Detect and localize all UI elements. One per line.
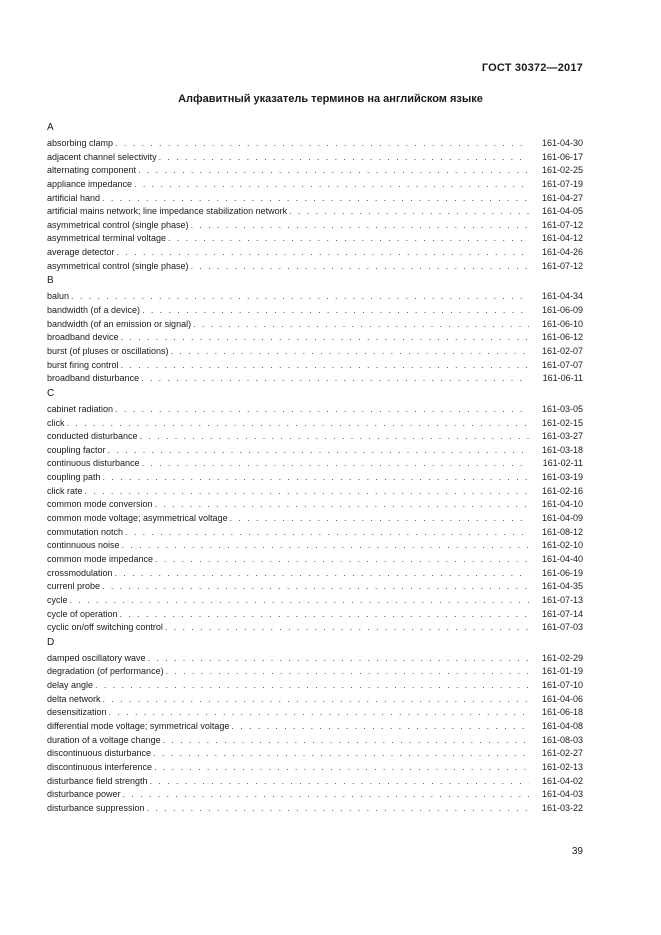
index-entry: [47, 232, 583, 246]
entry-term: artificial mains network; line impedance stabilization network: [47, 206, 288, 217]
index-section-b: [47, 274, 583, 385]
index-section-a: [47, 121, 583, 273]
index-section-c: [47, 387, 583, 635]
entry-term: adjacent channel selectivity: [47, 151, 157, 162]
index-entry: [47, 580, 583, 594]
entry-term: differential mode voltage; symmetrical voltage: [47, 720, 230, 731]
page-number: 39: [571, 846, 583, 857]
entry-term: bandwidth (of an emission or signal): [47, 318, 192, 329]
index-entry: [47, 192, 583, 206]
dot-leader: [230, 512, 529, 526]
entry-term: broadband device: [47, 332, 119, 343]
index-entry: [47, 512, 583, 526]
dot-leader: [95, 679, 529, 693]
entry-code: 161-06-17: [541, 151, 583, 162]
entry-code: 161-03-18: [541, 444, 583, 455]
index-entry: [47, 526, 583, 540]
dot-leader: [168, 232, 529, 246]
entry-term: common mode voltage; asymmetrical voltage: [47, 513, 228, 524]
entry-code: 161-04-10: [541, 499, 583, 510]
index-entry: [47, 260, 583, 274]
index-entry: [47, 608, 583, 622]
dot-leader: [71, 290, 529, 304]
standard-header: ГОСТ 30372—2017: [481, 62, 583, 74]
index-entry: [47, 137, 583, 151]
entry-term: disturbance field strength: [47, 775, 148, 786]
index-entry: [47, 331, 583, 345]
entry-term: asymmetrical control (single phase): [47, 260, 189, 271]
entry-code: 161-04-26: [541, 247, 583, 258]
entry-term: click: [47, 417, 65, 428]
entry-code: 161-02-29: [541, 652, 583, 663]
dot-leader: [148, 652, 529, 666]
index-entry: [47, 621, 583, 635]
index-entry: [47, 553, 583, 567]
dot-leader: [191, 219, 529, 233]
entry-code: 161-02-11: [542, 458, 583, 469]
entry-term: delay angle: [47, 680, 94, 691]
page-title: Алфавитный указатель терминов на английском языке: [178, 93, 483, 105]
entry-term: disturbance power: [47, 789, 121, 800]
entry-code: 161-04-06: [541, 693, 583, 704]
dot-leader: [109, 706, 529, 720]
index-entry: [47, 457, 583, 471]
index-entry: [47, 652, 583, 666]
entry-term: artificial hand: [47, 192, 101, 203]
entry-term: burst firing control: [47, 359, 119, 370]
dot-leader: [115, 137, 529, 151]
dot-leader: [121, 359, 529, 373]
entry-code: 161-04-12: [541, 233, 583, 244]
entry-term: cabinet radiation: [47, 403, 114, 414]
entry-term: coupling factor: [47, 444, 106, 455]
entry-code: 161-02-15: [541, 417, 583, 428]
index-entry: [47, 359, 583, 373]
dot-leader: [120, 608, 529, 622]
dot-leader: [125, 526, 529, 540]
dot-leader: [147, 802, 529, 816]
entry-term: absorbing clamp: [47, 138, 114, 148]
entry-code: 161-06-19: [541, 567, 583, 578]
index-entry: [47, 304, 583, 318]
entry-code: 161-06-09: [541, 305, 583, 316]
dot-leader: [142, 457, 529, 471]
index-entry: [47, 290, 583, 304]
entry-code: 161-04-35: [541, 581, 583, 592]
entry-code: 161-07-12: [541, 219, 583, 230]
dot-leader: [102, 192, 529, 206]
entry-term: bandwidth (of a device): [47, 305, 141, 316]
index-entry: [47, 178, 583, 192]
index-entry: [47, 802, 583, 816]
entry-term: appliance impedance: [47, 178, 133, 189]
dot-leader: [165, 621, 529, 635]
entry-code: 161-06-18: [541, 707, 583, 718]
dot-leader: [140, 430, 529, 444]
term-index: [47, 121, 583, 816]
dot-leader: [70, 594, 529, 608]
dot-leader: [138, 164, 529, 178]
dot-leader: [108, 444, 529, 458]
index-entry: [47, 788, 583, 802]
entry-code: 161-07-13: [541, 594, 583, 605]
entry-term: common mode impedance: [47, 553, 154, 564]
entry-term: disturbance suppression: [47, 802, 145, 813]
dot-leader: [103, 693, 529, 707]
entry-term: common mode conversion: [47, 499, 153, 510]
dot-leader: [142, 304, 529, 318]
index-entry: [47, 246, 583, 260]
index-entry: [47, 151, 583, 165]
dot-leader: [141, 372, 529, 386]
dot-leader: [122, 539, 529, 553]
dot-leader: [159, 151, 529, 165]
index-entry: [47, 219, 583, 233]
entry-term: asymmetrical terminal voltage: [47, 233, 167, 244]
entry-code: 161-07-07: [541, 359, 583, 370]
index-entry: [47, 693, 583, 707]
entry-code: 161-07-14: [541, 608, 583, 619]
dot-leader: [289, 205, 529, 219]
dot-leader: [103, 471, 529, 485]
entry-term: discontinuous disturbance: [47, 748, 152, 759]
entry-term: damped oscillatory wave: [47, 652, 146, 663]
index-entry: [47, 205, 583, 219]
index-entry: [47, 345, 583, 359]
dot-leader: [154, 761, 529, 775]
dot-leader: [153, 747, 529, 761]
entry-code: 161-04-34: [541, 291, 583, 302]
entry-term: cycle of operation: [47, 608, 118, 619]
entry-code: 161-08-12: [541, 526, 583, 537]
entry-code: 161-02-07: [541, 345, 583, 356]
index-entry: [47, 318, 583, 332]
dot-leader: [163, 734, 529, 748]
index-entry: [47, 372, 583, 386]
entry-code: 161-04-27: [541, 192, 583, 203]
entry-code: 161-03-27: [541, 431, 583, 442]
dot-leader: [102, 580, 529, 594]
dot-leader: [193, 318, 529, 332]
entry-term: coupling path: [47, 472, 101, 483]
index-entry: [47, 761, 583, 775]
index-entry: [47, 567, 583, 581]
index-entry: [47, 485, 583, 499]
entry-code: 161-08-03: [541, 734, 583, 745]
index-entry: [47, 164, 583, 178]
entry-code: 161-07-10: [541, 680, 583, 691]
index-entry: [47, 734, 583, 748]
entry-code: 161-03-22: [541, 802, 583, 813]
dot-leader: [171, 345, 529, 359]
index-entry: [47, 417, 583, 431]
entry-code: 161-04-03: [541, 789, 583, 800]
index-entry: [47, 679, 583, 693]
dot-leader: [115, 403, 529, 417]
index-entry: [47, 594, 583, 608]
section-letter: D: [47, 636, 55, 648]
entry-term: crossmodulation: [47, 567, 113, 578]
entry-term: degradation (of performance): [47, 666, 164, 677]
index-entry: [47, 720, 583, 734]
dot-leader: [166, 665, 529, 679]
index-entry: [47, 403, 583, 417]
dot-leader: [231, 720, 529, 734]
entry-term: desensitization: [47, 707, 107, 718]
dot-leader: [123, 788, 529, 802]
index-entry: [47, 747, 583, 761]
dot-leader: [115, 567, 529, 581]
entry-code: 161-02-10: [541, 540, 583, 551]
index-entry: [47, 498, 583, 512]
section-letter: A: [47, 122, 54, 133]
dot-leader: [67, 417, 530, 431]
index-entry: [47, 775, 583, 789]
entry-code: 161-04-40: [541, 553, 583, 564]
index-entry: [47, 706, 583, 720]
dot-leader: [191, 260, 529, 274]
entry-code: 161-06-10: [541, 318, 583, 329]
entry-term: delta network: [47, 693, 101, 704]
entry-term: cyclic on/off switching control: [47, 622, 163, 633]
entry-code: 161-01-19: [541, 666, 583, 677]
entry-term: duration of a voltage change: [47, 734, 161, 745]
dot-leader: [150, 775, 529, 789]
entry-term: continnuous noise: [47, 540, 120, 551]
entry-term: asymmetrical control (single phase): [47, 219, 189, 230]
entry-term: conducted disturbance: [47, 431, 138, 442]
index-section-d: [47, 636, 583, 816]
dot-leader: [85, 485, 529, 499]
dot-leader: [155, 498, 529, 512]
entry-code: 161-07-03: [541, 622, 583, 633]
index-entry: [47, 665, 583, 679]
entry-term: currenl probe: [47, 581, 101, 592]
entry-term: broadband disturbance: [47, 373, 140, 384]
entry-term: average detector: [47, 247, 115, 258]
section-letter: B: [47, 275, 54, 287]
entry-code: 161-02-25: [541, 165, 583, 176]
index-entry: [47, 430, 583, 444]
section-letter: C: [47, 387, 55, 399]
entry-code: 161-04-30: [541, 138, 583, 148]
entry-code: 161-02-16: [541, 485, 583, 496]
entry-code: 161-02-13: [541, 761, 583, 772]
entry-code: 161-04-08: [541, 720, 583, 731]
entry-code: 161-04-05: [541, 206, 583, 217]
entry-term: balun: [47, 291, 70, 302]
entry-code: 161-07-12: [541, 260, 583, 271]
entry-code: 161-07-19: [541, 178, 583, 189]
index-entry: [47, 539, 583, 553]
dot-leader: [134, 178, 529, 192]
entry-term: commutation notch: [47, 526, 124, 537]
entry-term: burst (of pluses or oscillations): [47, 345, 169, 356]
dot-leader: [155, 553, 529, 567]
entry-code: 161-03-05: [541, 403, 583, 414]
entry-code: 161-04-02: [541, 775, 583, 786]
entry-term: continuous disturbance: [47, 458, 140, 469]
entry-term: alternating component: [47, 165, 137, 176]
entry-term: discontinuous interference: [47, 761, 153, 772]
entry-code: 161-06-11: [542, 373, 583, 384]
entry-term: click rate: [47, 485, 83, 496]
entry-code: 161-04-09: [541, 513, 583, 524]
index-entry: [47, 444, 583, 458]
entry-code: 161-06-12: [541, 332, 583, 343]
index-entry: [47, 471, 583, 485]
entry-term: cycle: [47, 594, 68, 605]
entry-code: 161-02-27: [541, 748, 583, 759]
entry-code: 161-03-19: [541, 472, 583, 483]
dot-leader: [121, 331, 529, 345]
dot-leader: [117, 246, 529, 260]
